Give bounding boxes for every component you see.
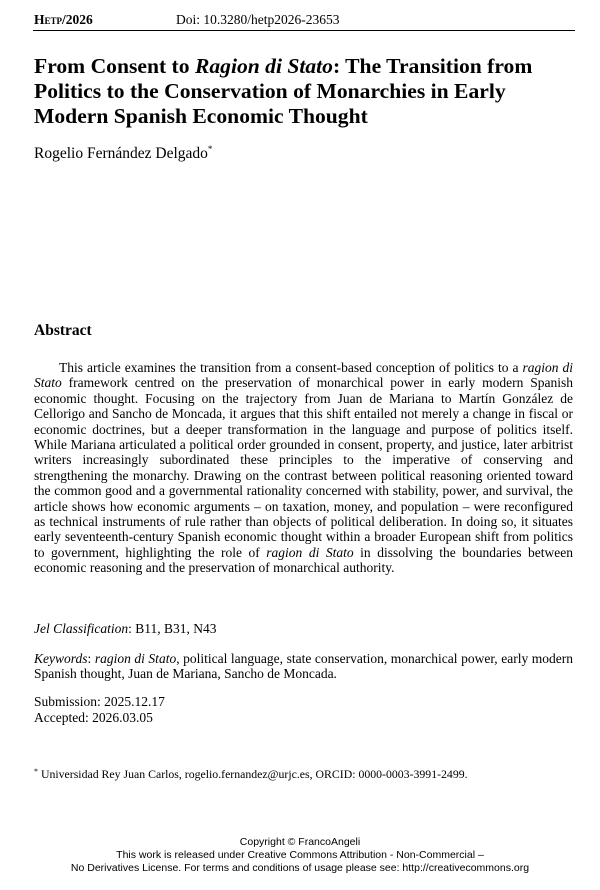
keywords-separator: : — [87, 651, 95, 666]
copyright-line-1: Copyright © FrancoAngeli — [239, 836, 361, 848]
author-footnote-marker[interactable]: * — [207, 144, 213, 154]
jel-codes: B11, B31, N43 — [135, 621, 217, 636]
submission-date: Submission: 2025.12.17 — [34, 694, 165, 709]
article-title — [34, 54, 579, 129]
keywords-rest: , political language, state conservation, monarchical power, early modern Spanish thought, Juan de Mariana, Sancho de Moncada. — [34, 651, 573, 682]
title-italic: Ragion di Stato — [194, 54, 333, 78]
jel-separator: : — [128, 621, 136, 636]
header-rule — [33, 30, 575, 31]
abstract-segment-1: This article examines the transition from a consent-based conception of politics to a — [59, 360, 523, 375]
copyright-notice — [0, 836, 600, 875]
keywords-first: ragion di Stato — [94, 651, 177, 666]
abstract-segment-3: in dissolving the boundaries between economic reasoning and the preservation of monarchical authority. — [34, 544, 573, 576]
author-name: Rogelio Fernández Delgado — [34, 145, 208, 162]
footnote-text: Universidad Rey Juan Carlos, rogelio.fernandez@urjc.es, ORCID: 0000-0003-3991-2499. — [38, 767, 468, 781]
footnote-marker: * — [34, 767, 38, 776]
running-head — [34, 12, 575, 28]
title-part-1: From Consent to — [34, 54, 195, 78]
author — [34, 140, 212, 163]
abstract-segment-2: framework centred on the preservation of monarchical power in early modern Spanish economic thought. Focusing on the trajectory from Juan de Mariana to Martín González de Cellorigo and Sancho de Moncada, it argues that this shift entailed not merely a change in fiscal or economic doctrines, but a deeper transformation in the language and purpose of politics itself. While Mariana articulated a political order grounded in consent, property, and justice, later arbitrist writers increasingly subordinated these principles to the imperative of conserving and strengthening the monarchy. Drawing on the contrast between political reasoning oriented toward the common good and a governmental rationality concerned with stability, power, and survival, the article shows how economic arguments – on taxation, money, and population – were reconfigured as technical instruments of rule rather than objects of political deliberation. In doing so, it situates early seventeenth-century Spanish economic thought within a broader European shift from politics to government, highlighting the role of — [34, 375, 573, 560]
accepted-date: Accepted: 2026.03.05 — [34, 709, 153, 725]
abstract-italic-1: ragion di Stato — [34, 360, 573, 391]
doi[interactable]: Doi: 10.3280/hetp2026-23653 — [176, 12, 340, 27]
journal-name: Hetp/2026 — [34, 12, 93, 27]
author-footnote — [34, 764, 468, 782]
keywords — [34, 651, 573, 682]
jel-classification — [34, 621, 217, 637]
keywords-label: Keywords — [34, 651, 88, 666]
abstract-heading: Abstract — [34, 322, 92, 339]
copyright-line-3[interactable]: No Derivatives License. For terms and conditions of usage please see: http://creativecommons.org — [70, 862, 530, 874]
dates — [34, 694, 165, 725]
copyright-line-2: This work is released under Creative Commons Attribution - Non-Commercial – — [116, 849, 484, 861]
abstract-italic-2: ragion di Stato — [266, 544, 354, 560]
jel-label: Jel Classification — [34, 621, 129, 636]
title-part-2: : The Transition from Politics to the Conservation of Monarchies in Early Modern Spanish Economic Thought — [34, 54, 533, 128]
abstract-text — [34, 360, 573, 576]
